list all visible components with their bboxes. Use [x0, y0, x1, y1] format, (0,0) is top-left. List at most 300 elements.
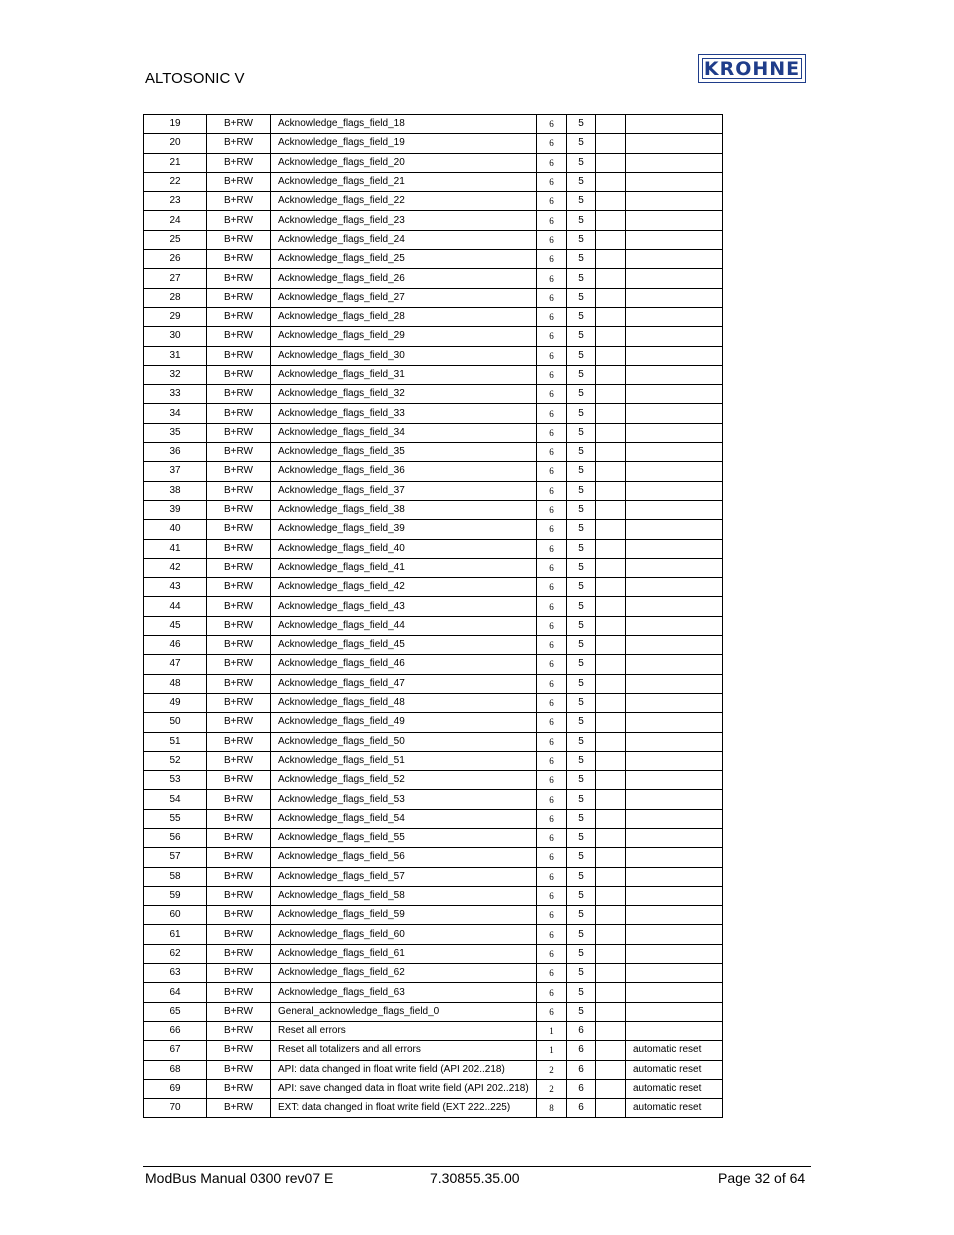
register-note: automatic reset: [626, 1079, 723, 1098]
register-note: [626, 288, 723, 307]
register-note: [626, 404, 723, 423]
register-description: Acknowledge_flags_field_53: [271, 790, 537, 809]
table-row: [144, 404, 723, 423]
register-number: 63: [144, 964, 207, 983]
register-description: Acknowledge_flags_field_60: [271, 925, 537, 944]
register-format: 6: [567, 1060, 596, 1079]
register-description: Acknowledge_flags_field_25: [271, 250, 537, 269]
register-type: B+RW: [207, 500, 271, 519]
register-count: 6: [537, 790, 567, 809]
register-format: 5: [567, 539, 596, 558]
register-note: [626, 848, 723, 867]
register-description: Acknowledge_flags_field_32: [271, 385, 537, 404]
register-description: Acknowledge_flags_field_29: [271, 327, 537, 346]
table-row: [144, 423, 723, 442]
register-count: 6: [537, 558, 567, 577]
register-count: 6: [537, 867, 567, 886]
register-number: 57: [144, 848, 207, 867]
register-description: Acknowledge_flags_field_34: [271, 423, 537, 442]
register-note: [626, 500, 723, 519]
register-type: B+RW: [207, 1021, 271, 1040]
register-type: B+RW: [207, 790, 271, 809]
register-number: 50: [144, 713, 207, 732]
register-format: 5: [567, 848, 596, 867]
register-type: B+RW: [207, 655, 271, 674]
register-format: 5: [567, 500, 596, 519]
register-extra: [596, 1002, 626, 1021]
register-extra: [596, 886, 626, 905]
register-type: B+RW: [207, 713, 271, 732]
register-count: 6: [537, 134, 567, 153]
register-extra: [596, 616, 626, 635]
register-format: 5: [567, 462, 596, 481]
register-note: [626, 906, 723, 925]
register-note: [626, 462, 723, 481]
register-extra: [596, 250, 626, 269]
register-note: [626, 713, 723, 732]
table-row: [144, 115, 723, 134]
register-number: 44: [144, 597, 207, 616]
table-row: [144, 230, 723, 249]
register-description: Acknowledge_flags_field_19: [271, 134, 537, 153]
table-row: [144, 578, 723, 597]
register-count: 6: [537, 809, 567, 828]
table-row: [144, 153, 723, 172]
table-row: [144, 964, 723, 983]
register-count: 6: [537, 1002, 567, 1021]
register-number: 19: [144, 115, 207, 134]
register-description: Acknowledge_flags_field_33: [271, 404, 537, 423]
table-row: [144, 250, 723, 269]
register-type: B+RW: [207, 288, 271, 307]
register-extra: [596, 732, 626, 751]
register-type: B+RW: [207, 674, 271, 693]
register-note: [626, 211, 723, 230]
register-format: 6: [567, 1079, 596, 1098]
register-extra: [596, 1099, 626, 1118]
register-count: 6: [537, 520, 567, 539]
register-type: B+RW: [207, 462, 271, 481]
register-format: 5: [567, 713, 596, 732]
table-row: [144, 751, 723, 770]
table-row: [144, 1099, 723, 1118]
table-row: [144, 674, 723, 693]
register-note: [626, 1002, 723, 1021]
register-type: B+RW: [207, 172, 271, 191]
register-note: [626, 423, 723, 442]
register-count: 6: [537, 192, 567, 211]
register-number: 39: [144, 500, 207, 519]
register-number: 54: [144, 790, 207, 809]
register-description: Acknowledge_flags_field_31: [271, 365, 537, 384]
register-description: EXT: data changed in float write field (EXT 222..225): [271, 1099, 537, 1118]
register-count: 6: [537, 964, 567, 983]
register-number: 38: [144, 481, 207, 500]
register-note: [626, 964, 723, 983]
register-description: Acknowledge_flags_field_48: [271, 693, 537, 712]
register-count: 6: [537, 597, 567, 616]
register-count: 6: [537, 636, 567, 655]
table-row: [144, 732, 723, 751]
register-type: B+RW: [207, 1002, 271, 1021]
table-row: [144, 1021, 723, 1040]
register-count: 6: [537, 346, 567, 365]
register-description: Acknowledge_flags_field_49: [271, 713, 537, 732]
register-format: 5: [567, 211, 596, 230]
table-row: [144, 385, 723, 404]
register-note: [626, 655, 723, 674]
table-row: [144, 771, 723, 790]
register-type: B+RW: [207, 809, 271, 828]
register-description: Acknowledge_flags_field_45: [271, 636, 537, 655]
register-extra: [596, 906, 626, 925]
register-extra: [596, 539, 626, 558]
register-count: 6: [537, 848, 567, 867]
register-count: 1: [537, 1021, 567, 1040]
table-row: [144, 288, 723, 307]
register-note: [626, 192, 723, 211]
register-extra: [596, 211, 626, 230]
table-row: [144, 443, 723, 462]
register-count: 6: [537, 462, 567, 481]
register-number: 60: [144, 906, 207, 925]
register-extra: [596, 365, 626, 384]
register-number: 52: [144, 751, 207, 770]
register-description: Acknowledge_flags_field_27: [271, 288, 537, 307]
register-count: 6: [537, 539, 567, 558]
register-description: Acknowledge_flags_field_50: [271, 732, 537, 751]
table-row: [144, 462, 723, 481]
register-description: Acknowledge_flags_field_40: [271, 539, 537, 558]
register-type: B+RW: [207, 307, 271, 326]
register-count: 2: [537, 1060, 567, 1079]
register-type: B+RW: [207, 848, 271, 867]
register-note: [626, 944, 723, 963]
register-format: 5: [567, 307, 596, 326]
register-description: API: save changed data in float write field (API 202..218): [271, 1079, 537, 1098]
register-extra: [596, 288, 626, 307]
register-count: 6: [537, 886, 567, 905]
register-number: 40: [144, 520, 207, 539]
register-type: B+RW: [207, 1060, 271, 1079]
footer-divider: [143, 1166, 811, 1167]
register-type: B+RW: [207, 925, 271, 944]
register-count: 8: [537, 1099, 567, 1118]
footer-page-number: Page 32 of 64: [718, 1170, 806, 1186]
register-extra: [596, 1060, 626, 1079]
register-type: B+RW: [207, 867, 271, 886]
register-description: Acknowledge_flags_field_20: [271, 153, 537, 172]
register-number: 67: [144, 1041, 207, 1060]
register-format: 5: [567, 886, 596, 905]
register-count: 6: [537, 828, 567, 847]
register-description: Acknowledge_flags_field_51: [271, 751, 537, 770]
table-row: [144, 906, 723, 925]
register-extra: [596, 751, 626, 770]
register-type: B+RW: [207, 636, 271, 655]
krohne-logo: [698, 54, 806, 83]
table-row: [144, 886, 723, 905]
register-format: 5: [567, 250, 596, 269]
register-count: 6: [537, 288, 567, 307]
register-type: B+RW: [207, 1079, 271, 1098]
register-note: [626, 828, 723, 847]
table-row: [144, 172, 723, 191]
register-format: 5: [567, 1002, 596, 1021]
register-type: B+RW: [207, 693, 271, 712]
register-number: 48: [144, 674, 207, 693]
register-count: 6: [537, 327, 567, 346]
register-note: [626, 307, 723, 326]
register-description: Acknowledge_flags_field_54: [271, 809, 537, 828]
register-extra: [596, 983, 626, 1002]
register-extra: [596, 597, 626, 616]
register-count: 6: [537, 307, 567, 326]
register-format: 5: [567, 481, 596, 500]
register-extra: [596, 153, 626, 172]
register-count: 6: [537, 751, 567, 770]
register-extra: [596, 462, 626, 481]
register-note: [626, 481, 723, 500]
register-note: [626, 674, 723, 693]
register-number: 51: [144, 732, 207, 751]
register-format: 5: [567, 944, 596, 963]
register-note: [626, 578, 723, 597]
register-description: Acknowledge_flags_field_57: [271, 867, 537, 886]
register-format: 5: [567, 230, 596, 249]
register-format: 5: [567, 385, 596, 404]
register-note: [626, 134, 723, 153]
register-extra: [596, 500, 626, 519]
register-note: [626, 230, 723, 249]
register-format: 5: [567, 269, 596, 288]
register-format: 5: [567, 134, 596, 153]
register-number: 56: [144, 828, 207, 847]
register-format: 6: [567, 1021, 596, 1040]
register-number: 70: [144, 1099, 207, 1118]
register-description: Acknowledge_flags_field_35: [271, 443, 537, 462]
register-number: 34: [144, 404, 207, 423]
register-extra: [596, 230, 626, 249]
register-format: 5: [567, 616, 596, 635]
register-number: 66: [144, 1021, 207, 1040]
table-row: [144, 307, 723, 326]
register-number: 32: [144, 365, 207, 384]
table-row: [144, 790, 723, 809]
register-format: 5: [567, 172, 596, 191]
table-row: [144, 1060, 723, 1079]
register-count: 6: [537, 481, 567, 500]
table-row: [144, 481, 723, 500]
register-format: 5: [567, 655, 596, 674]
register-note: automatic reset: [626, 1041, 723, 1060]
register-format: 5: [567, 520, 596, 539]
register-number: 41: [144, 539, 207, 558]
register-extra: [596, 771, 626, 790]
register-type: B+RW: [207, 230, 271, 249]
register-number: 31: [144, 346, 207, 365]
register-note: [626, 693, 723, 712]
register-type: B+RW: [207, 1099, 271, 1118]
register-number: 49: [144, 693, 207, 712]
register-extra: [596, 1041, 626, 1060]
table-row: [144, 848, 723, 867]
register-extra: [596, 558, 626, 577]
register-description: Acknowledge_flags_field_47: [271, 674, 537, 693]
register-type: B+RW: [207, 211, 271, 230]
register-type: B+RW: [207, 250, 271, 269]
register-note: [626, 539, 723, 558]
register-count: 6: [537, 365, 567, 384]
register-note: [626, 269, 723, 288]
register-note: [626, 1021, 723, 1040]
register-number: 53: [144, 771, 207, 790]
register-number: 30: [144, 327, 207, 346]
register-count: 6: [537, 211, 567, 230]
register-extra: [596, 790, 626, 809]
register-count: 6: [537, 674, 567, 693]
register-description: API: data changed in float write field (API 202..218): [271, 1060, 537, 1079]
register-count: 6: [537, 269, 567, 288]
register-type: B+RW: [207, 578, 271, 597]
register-type: B+RW: [207, 327, 271, 346]
register-count: 6: [537, 578, 567, 597]
register-number: 55: [144, 809, 207, 828]
register-extra: [596, 423, 626, 442]
register-extra: [596, 134, 626, 153]
register-description: Acknowledge_flags_field_62: [271, 964, 537, 983]
register-format: 5: [567, 964, 596, 983]
register-type: B+RW: [207, 983, 271, 1002]
register-extra: [596, 674, 626, 693]
register-type: B+RW: [207, 616, 271, 635]
register-number: 69: [144, 1079, 207, 1098]
table-row: [144, 327, 723, 346]
register-note: [626, 385, 723, 404]
table-row: [144, 365, 723, 384]
register-number: 68: [144, 1060, 207, 1079]
register-format: 5: [567, 693, 596, 712]
table-row: [144, 346, 723, 365]
register-extra: [596, 828, 626, 847]
table-row: [144, 1079, 723, 1098]
register-note: [626, 443, 723, 462]
register-type: B+RW: [207, 520, 271, 539]
register-description: Acknowledge_flags_field_23: [271, 211, 537, 230]
register-extra: [596, 636, 626, 655]
register-extra: [596, 172, 626, 191]
register-count: 6: [537, 713, 567, 732]
register-format: 5: [567, 771, 596, 790]
register-type: B+RW: [207, 906, 271, 925]
register-note: [626, 172, 723, 191]
register-note: [626, 115, 723, 134]
register-format: 5: [567, 115, 596, 134]
register-description: Acknowledge_flags_field_58: [271, 886, 537, 905]
register-description: Acknowledge_flags_field_38: [271, 500, 537, 519]
register-format: 5: [567, 906, 596, 925]
register-count: 6: [537, 925, 567, 944]
register-description: Acknowledge_flags_field_39: [271, 520, 537, 539]
register-note: [626, 790, 723, 809]
register-extra: [596, 443, 626, 462]
register-description: Acknowledge_flags_field_56: [271, 848, 537, 867]
register-extra: [596, 713, 626, 732]
register-count: 6: [537, 443, 567, 462]
register-count: 6: [537, 500, 567, 519]
register-count: 6: [537, 404, 567, 423]
register-description: Acknowledge_flags_field_22: [271, 192, 537, 211]
register-note: [626, 597, 723, 616]
register-number: 23: [144, 192, 207, 211]
register-extra: [596, 925, 626, 944]
register-extra: [596, 1079, 626, 1098]
register-number: 64: [144, 983, 207, 1002]
register-note: automatic reset: [626, 1060, 723, 1079]
register-number: 61: [144, 925, 207, 944]
footer-document-number: 7.30855.35.00: [430, 1170, 520, 1186]
register-format: 5: [567, 327, 596, 346]
register-count: 6: [537, 906, 567, 925]
register-number: 25: [144, 230, 207, 249]
register-number: 37: [144, 462, 207, 481]
register-format: 5: [567, 558, 596, 577]
table-row: [144, 809, 723, 828]
table-row: [144, 192, 723, 211]
register-note: [626, 250, 723, 269]
register-format: 5: [567, 674, 596, 693]
register-count: 6: [537, 423, 567, 442]
register-extra: [596, 655, 626, 674]
table-row: [144, 713, 723, 732]
register-number: 20: [144, 134, 207, 153]
register-format: 5: [567, 732, 596, 751]
register-note: [626, 886, 723, 905]
register-count: 6: [537, 616, 567, 635]
register-note: [626, 365, 723, 384]
table-row: [144, 867, 723, 886]
register-count: 6: [537, 385, 567, 404]
register-format: 6: [567, 1099, 596, 1118]
document-title: ALTOSONIC V: [145, 70, 245, 87]
table-row: [144, 616, 723, 635]
register-format: 5: [567, 365, 596, 384]
register-type: B+RW: [207, 134, 271, 153]
register-type: B+RW: [207, 481, 271, 500]
register-count: 6: [537, 983, 567, 1002]
register-note: [626, 616, 723, 635]
register-count: 6: [537, 153, 567, 172]
register-type: B+RW: [207, 385, 271, 404]
register-type: B+RW: [207, 771, 271, 790]
register-extra: [596, 385, 626, 404]
register-number: 43: [144, 578, 207, 597]
register-note: automatic reset: [626, 1099, 723, 1118]
register-type: B+RW: [207, 558, 271, 577]
register-number: 29: [144, 307, 207, 326]
register-number: 24: [144, 211, 207, 230]
register-count: 6: [537, 115, 567, 134]
register-count: 6: [537, 250, 567, 269]
register-format: 6: [567, 1041, 596, 1060]
register-extra: [596, 944, 626, 963]
register-extra: [596, 307, 626, 326]
register-description: Acknowledge_flags_field_26: [271, 269, 537, 288]
register-type: B+RW: [207, 886, 271, 905]
register-number: 45: [144, 616, 207, 635]
register-table-body: [144, 115, 723, 1118]
register-extra: [596, 520, 626, 539]
